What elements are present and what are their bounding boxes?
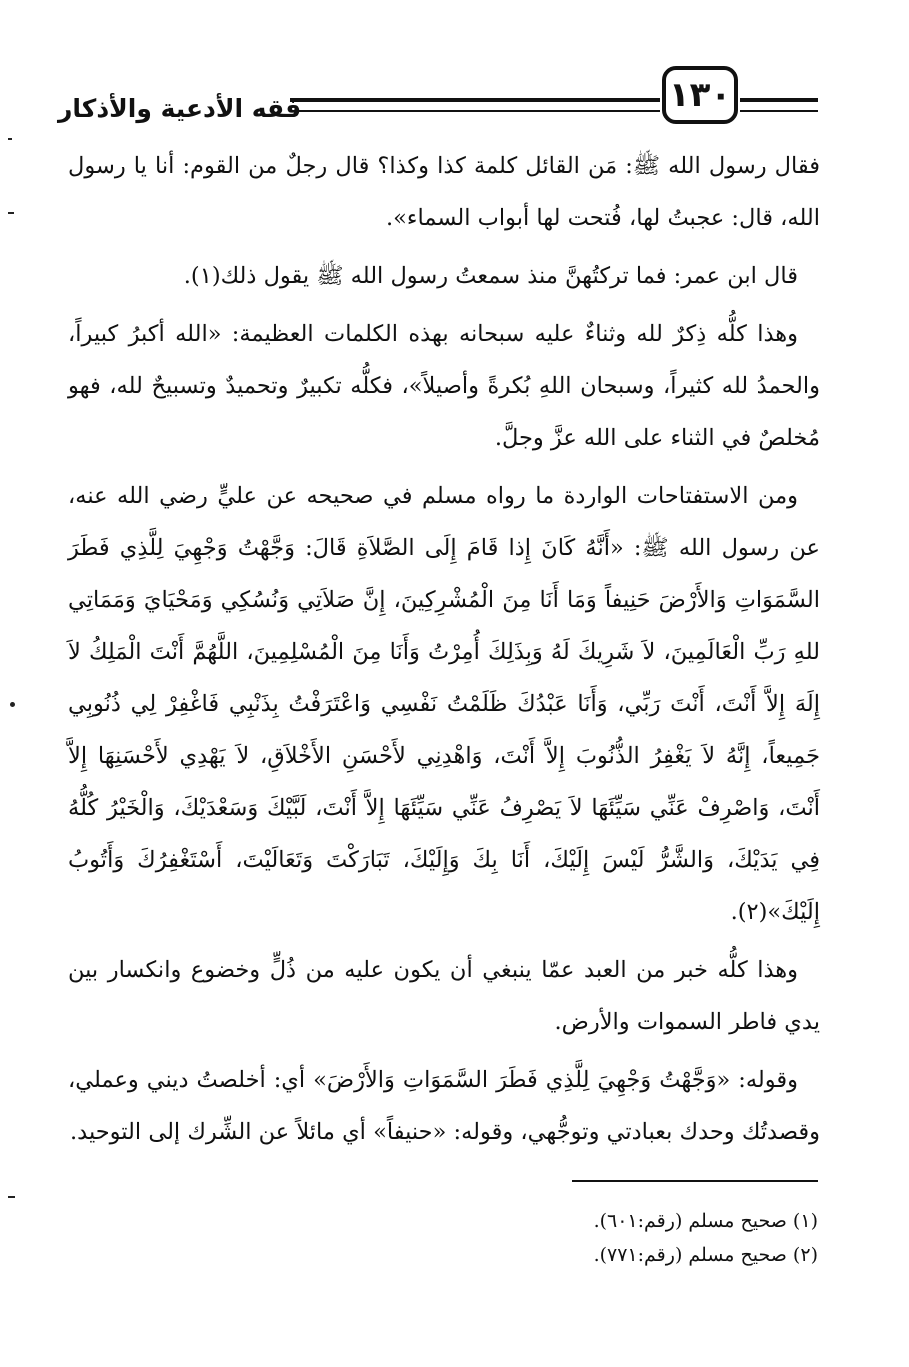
footnote: (١) صحيح مسلم (رقم:٦٠١). — [593, 1210, 818, 1232]
scan-speck — [8, 212, 14, 214]
paragraph: وقوله: «وَجَّهْتُ وَجْهِيَ لِلَّذِي فَطَرَ السَّمَوَاتِ وَالأَرْضَ» أي: أخلصتُ ديني وعملي، وقصدتُك وحدك بعبادتي وتوجُّهي، وقوله: «حنيفاً» أي مائلاً عن الشِّرك إلى التوحيد. — [68, 1067, 820, 1145]
page-number: ١٣٠ — [668, 75, 732, 115]
paragraph: وهذا كلُّه خبر من العبد عمّا ينبغي أن يكون عليه من ذُلٍّ وخضوع وانكسار بين يدي فاطر السموات والأرض. — [68, 957, 820, 1035]
scan-speck — [8, 138, 12, 140]
paragraph: ومن الاستفتاحات الواردة ما رواه مسلم في صحيحه عن عليٍّ رضي الله عنه، عن رسول الله ﷺ: «أَنَّهُ كَانَ إِذا قَامَ إِلَى الصَّلاَةِ قَالَ: وَجَّهْتُ وَجْهِيَ لِلَّذِي فَطَرَ السَّمَوَاتِ وَالأَرْضَ حَنِيفاً وَمَا أَنَا مِنَ الْمُشْرِكِينَ، إِنَّ صَلاَتِي وَنُسُكِي وَمَحْيَايَ وَمَمَاتِي للهِ رَبِّ الْعَالَمِينَ، لاَ شَرِيكَ لَهُ وَبِذَلِكَ أُمِرْتُ وَأَنَا مِنَ الْمُسْلِمِينَ، اللَّهُمَّ أَنْتَ الْمَلِكُ لاَ إِلَهَ إِلاَّ أَنْتَ، أَنْتَ رَبِّي، وَأَنَا عَبْدُكَ ظَلَمْتُ نَفْسِي وَاعْتَرَفْتُ بِذَنْبِي فَاغْفِرْ لِي ذُنُوبِي جَمِيعاً، إِنَّهُ لاَ يَغْفِرُ الذُّنُوبَ إِلاَّ أَنْتَ، وَاهْدِنِي لأَحْسَنِ الأَخْلاَقِ، لاَ يَهْدِي لأَحْسَنِهَا إِلاَّ أَنْتَ، وَاصْرِفْ عَنِّي سَيِّئَهَا لاَ يَصْرِفُ عَنِّي سَيِّئَهَا إِلاَّ أَنْتَ، لَبَّيْكَ وَسَعْدَيْكَ، وَالْخَيْرُ كُلُّهُ فِي يَدَيْكَ، وَالشَّرُّ لَيْسَ إِلَيْكَ، أَنَا بِكَ وَإِلَيْكَ، تَبَارَكْتَ وَتَعَالَيْتَ، أَسْتَغْفِرُكَ وَأَتُوبُ إِلَيْكَ»(٢). — [68, 483, 820, 925]
header-rule-left — [290, 98, 660, 112]
book-title: فقه الأدعية والأذكار — [58, 94, 302, 123]
footnote: (٢) صحيح مسلم (رقم:٧٧١). — [593, 1244, 818, 1266]
main-text — [68, 140, 820, 1164]
footnotes — [400, 1204, 818, 1272]
paragraph: وهذا كلُّه ذِكرٌ لله وثناءٌ عليه سبحانه بهذه الكلمات العظيمة: «الله أكبرُ كبيراً، والحمدُ لله كثيراً، وسبحان اللهِ بُكرةً وأصيلاً»، فكلُّه تكبيرٌ وتحميدٌ وتسبيحٌ لله، فهو مُخلصٌ في الثناء على الله عزَّ وجلَّ. — [68, 321, 820, 451]
scan-speck — [10, 702, 15, 707]
paragraph: فقال رسول الله ﷺ: مَن القائل كلمة كذا وكذا؟ قال رجلٌ من القوم: أنا يا رسول الله، قال: عجبتُ لها، فُتحت لها أبواب السماء». — [68, 153, 820, 231]
footnote-separator — [572, 1180, 818, 1182]
page-number-box — [662, 66, 738, 124]
page-header — [58, 62, 818, 132]
header-rule-right — [740, 98, 818, 112]
scan-speck — [8, 1196, 15, 1198]
paragraph: قال ابن عمر: فما تركتُهنَّ منذ سمعتُ رسول الله ﷺ يقول ذلك(١). — [183, 263, 798, 289]
